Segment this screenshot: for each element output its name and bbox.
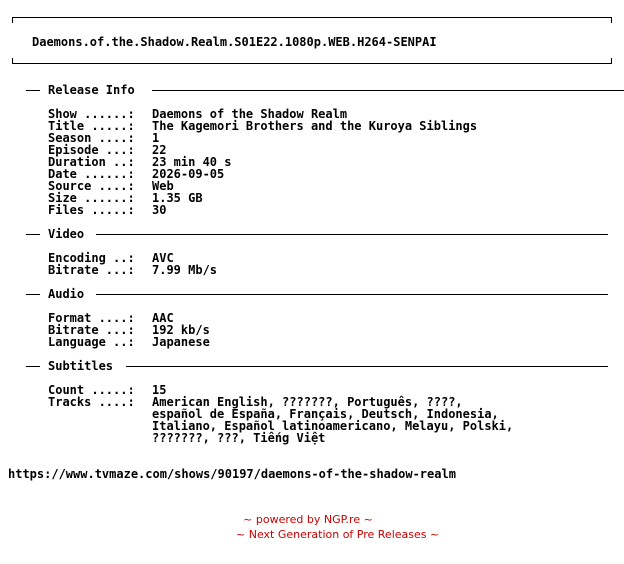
info-value: AAC bbox=[152, 311, 174, 325]
info-label: Count .....: bbox=[48, 383, 135, 397]
title-box-corner bbox=[611, 17, 612, 23]
section-dash bbox=[26, 294, 40, 295]
info-label: Encoding ..: bbox=[48, 251, 135, 265]
info-value: 15 bbox=[152, 383, 167, 397]
info-value: 192 kb/s bbox=[152, 323, 210, 337]
info-row bbox=[48, 335, 210, 349]
info-value: The Kagemori Brothers and the Kuroya Siblings bbox=[152, 119, 478, 133]
info-row bbox=[48, 395, 463, 409]
section-dash bbox=[26, 90, 40, 91]
info-row bbox=[48, 203, 167, 217]
info-value: 2026-09-05 bbox=[152, 167, 225, 181]
info-label: Bitrate ...: bbox=[48, 323, 135, 337]
section-rule bbox=[96, 294, 608, 295]
footer-tagline: ~ Next Generation of Pre Releases ~ bbox=[236, 528, 440, 541]
section-rule bbox=[96, 234, 608, 235]
section-rule bbox=[126, 366, 608, 367]
section-dash bbox=[26, 234, 40, 235]
section-dash bbox=[26, 366, 40, 367]
title-box-corner bbox=[12, 17, 13, 23]
info-label: Show ......: bbox=[48, 107, 135, 121]
info-value: 1 bbox=[152, 131, 160, 145]
info-label: Source ....: bbox=[48, 179, 135, 193]
section-title: Video bbox=[48, 227, 85, 241]
section-title: Subtitles bbox=[48, 359, 114, 373]
section-title: Audio bbox=[48, 287, 85, 301]
info-label: Language ..: bbox=[48, 335, 135, 349]
tracks-continued-line: ???????, ???, Tiếng Việt bbox=[152, 431, 326, 445]
info-value: Japanese bbox=[152, 335, 210, 349]
tracks-continued-line: Italiano, Español latinoamericano, Melayu, Polski, bbox=[152, 419, 514, 433]
release-name: Daemons.of.the.Shadow.Realm.S01E22.1080p.WEB.H264-SENPAI bbox=[32, 35, 437, 49]
info-label: Season ....: bbox=[48, 131, 135, 145]
info-value: 23 min 40 s bbox=[152, 155, 232, 169]
info-value: Web bbox=[152, 179, 174, 193]
info-label: Date ......: bbox=[48, 167, 135, 181]
info-value: 7.99 Mb/s bbox=[152, 263, 218, 277]
title-box-corner bbox=[611, 58, 612, 64]
info-value: AVC bbox=[152, 251, 174, 265]
info-value: 1.35 GB bbox=[152, 191, 203, 205]
info-value: 30 bbox=[152, 203, 167, 217]
info-label: Files .....: bbox=[48, 203, 135, 217]
info-row bbox=[48, 263, 218, 277]
info-label: Bitrate ...: bbox=[48, 263, 135, 277]
section-title: Release Info bbox=[48, 83, 135, 97]
section-rule bbox=[152, 90, 624, 91]
tracks-continued-line: español de España, Français, Deutsch, Indonesia, bbox=[152, 407, 499, 421]
info-value: 22 bbox=[152, 143, 167, 157]
info-label: Format ....: bbox=[48, 311, 135, 325]
title-box bbox=[12, 16, 612, 66]
footer-powered-by: ~ powered by NGP.re ~ bbox=[243, 513, 373, 526]
title-box-bottom-border bbox=[12, 63, 612, 64]
info-value: Daemons of the Shadow Realm bbox=[152, 107, 348, 121]
info-value: American English, ???????, Português, ????, bbox=[152, 395, 463, 409]
info-label: Title .....: bbox=[48, 119, 135, 133]
info-label: Duration ..: bbox=[48, 155, 135, 169]
info-label: Size ......: bbox=[48, 191, 135, 205]
tvmaze-link[interactable]: https://www.tvmaze.com/shows/90197/daemons-of-the-shadow-realm bbox=[8, 467, 456, 481]
info-label: Episode ...: bbox=[48, 143, 135, 157]
info-label: Tracks ....: bbox=[48, 395, 135, 409]
title-box-corner bbox=[12, 58, 13, 64]
title-box-top-border bbox=[12, 17, 612, 18]
